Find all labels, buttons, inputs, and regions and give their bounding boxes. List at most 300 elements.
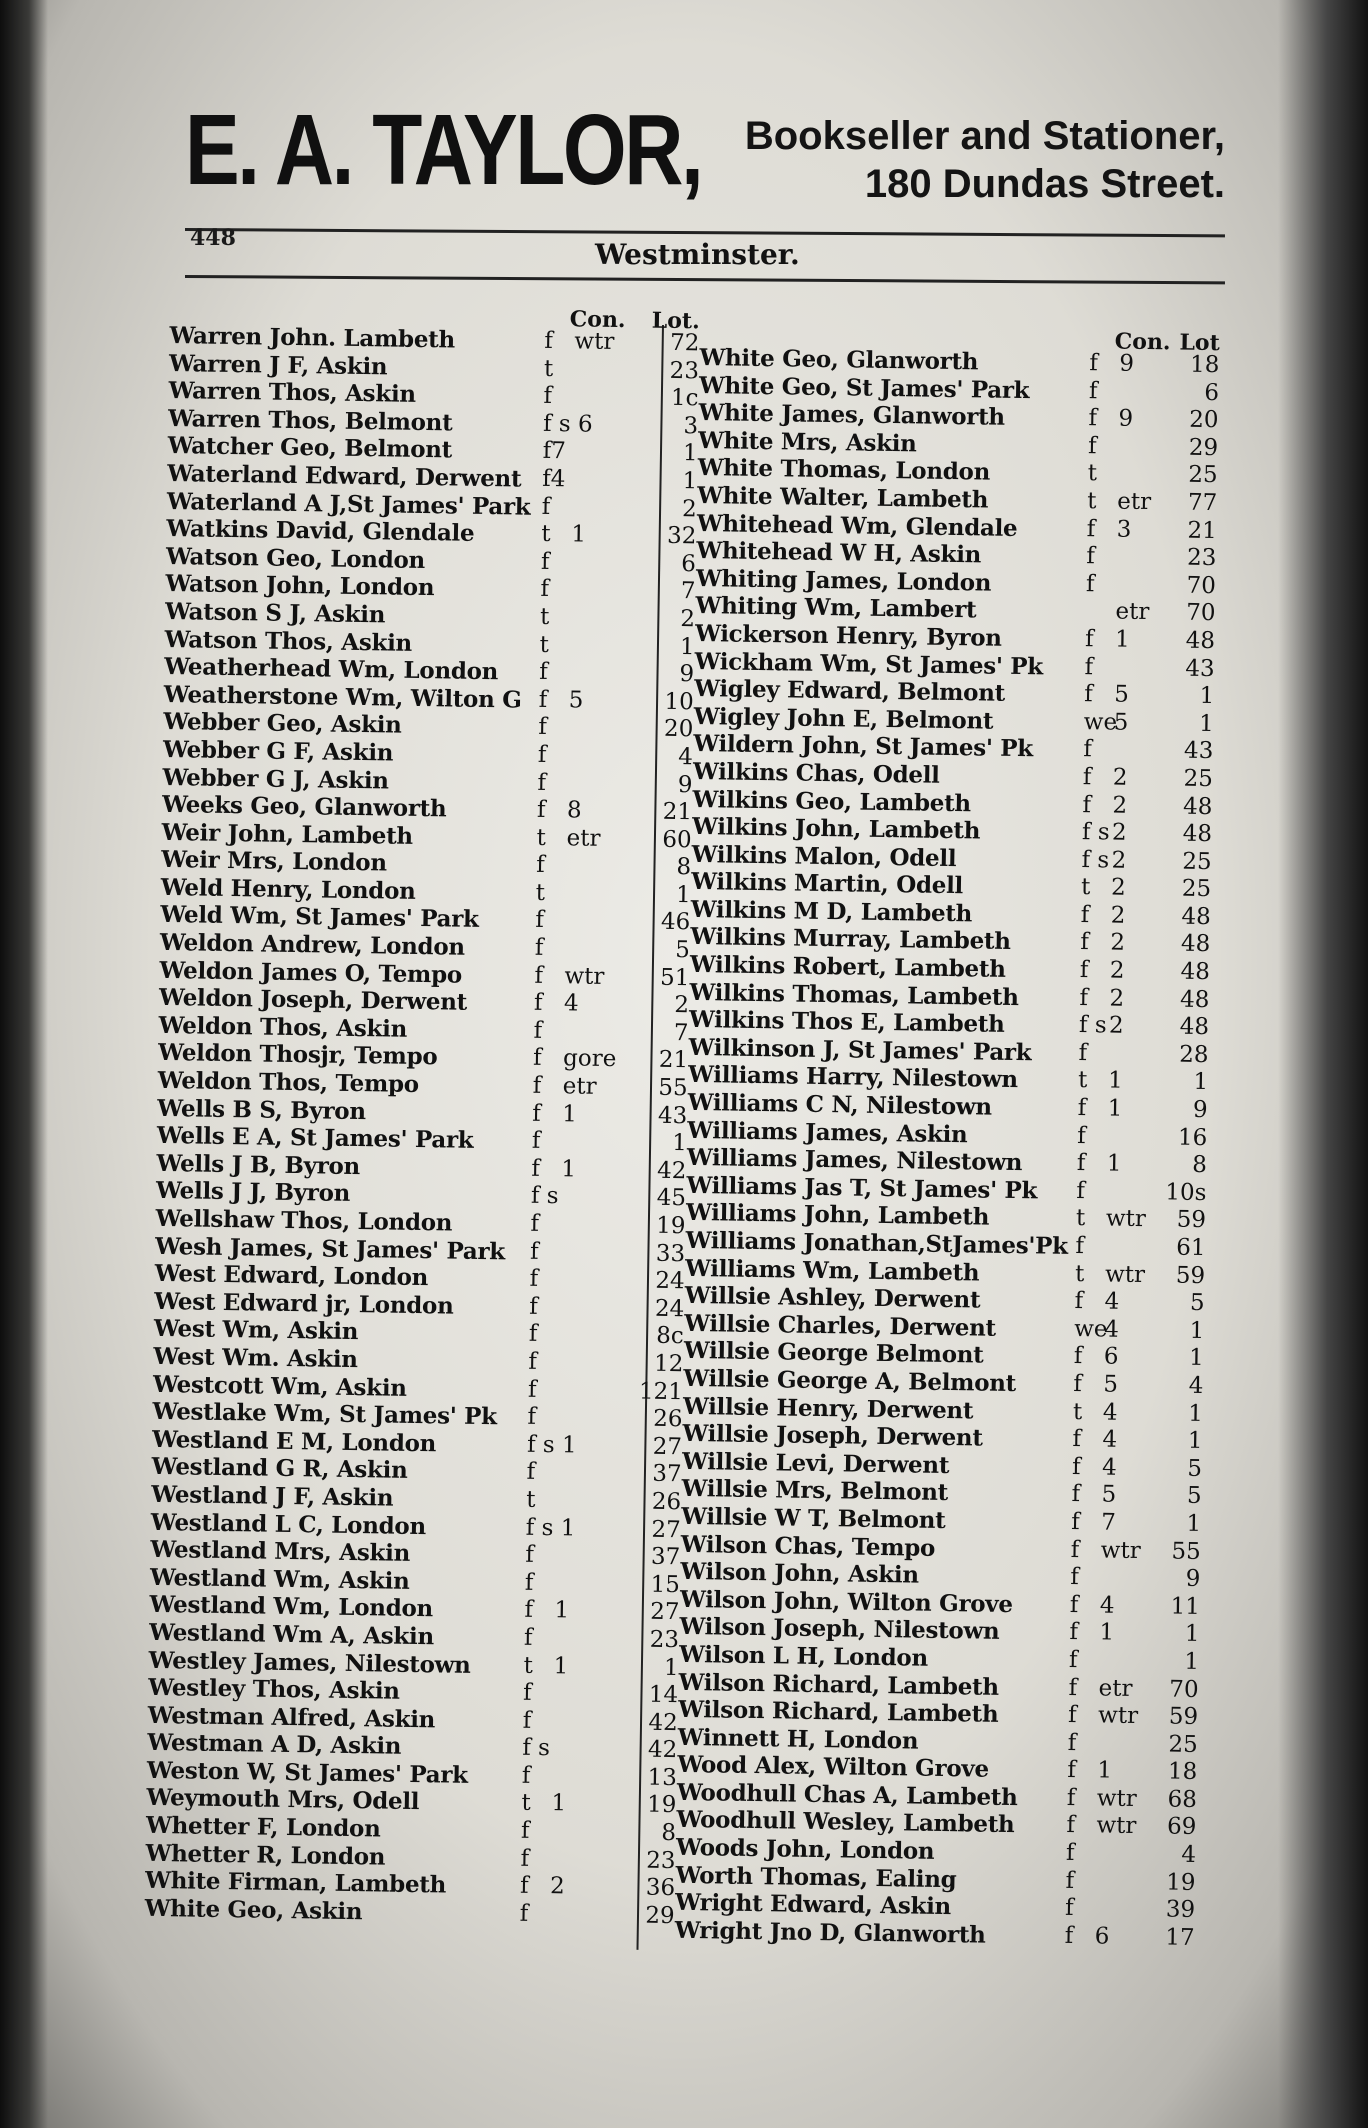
entry-name: White James, Glanworth xyxy=(698,399,1006,431)
entry-tenure: t xyxy=(1087,460,1098,487)
brand-name: E. A. TAYLOR, xyxy=(185,94,702,206)
entry-lot: 24 xyxy=(655,1267,685,1295)
entry-name: Wigley Edward, Belmont xyxy=(694,675,1006,707)
entry-lot: 1 xyxy=(675,881,691,909)
entry-tenure: t xyxy=(541,521,551,548)
entry-concession: 7 xyxy=(1100,1509,1117,1536)
entry-lot: 61 xyxy=(1176,1234,1206,1262)
entry-lot: 5 xyxy=(1189,1290,1205,1317)
entry-tenure: f xyxy=(1088,377,1098,404)
entry-lot: 13 xyxy=(647,1764,678,1792)
entry-concession: 5 xyxy=(1113,681,1130,708)
entry-concession: wtr xyxy=(1097,1702,1139,1730)
entry-name: Willsie George Belmont xyxy=(683,1337,984,1369)
entry-lot: 48 xyxy=(1185,627,1216,655)
entry-tenure: f xyxy=(1076,1177,1086,1204)
entry-tenure: f xyxy=(536,796,546,824)
entry-name: Watson S J, Askin xyxy=(164,597,386,629)
entry-lot: 7 xyxy=(680,578,696,605)
entry-lot: 4 xyxy=(1181,1841,1197,1869)
entry-name: Westland Mrs, Askin xyxy=(150,1535,411,1568)
section-title: Westminster. xyxy=(595,238,800,271)
entry-name: Weldon Joseph, Derwent xyxy=(158,984,468,1016)
entry-tenure: f xyxy=(1070,1564,1080,1591)
entry-name: Warren John. Lambeth xyxy=(169,321,456,354)
entry-name: Wilkins Martin, Odell xyxy=(690,868,964,900)
entry-lot: 1 xyxy=(663,1654,679,1681)
entry-lot: 12 xyxy=(653,1350,684,1378)
entry-lot: 42 xyxy=(656,1157,687,1185)
entry-tenure: f s xyxy=(1078,1012,1107,1039)
entry-lot: 43 xyxy=(1185,655,1215,682)
entry-tenure: f xyxy=(526,1459,536,1486)
entry-name: Wilkins Geo, Lambeth xyxy=(692,785,972,817)
entry-tenure: f xyxy=(1075,1233,1085,1260)
entry-lot: 1c xyxy=(670,385,699,412)
entry-concession: 1 xyxy=(551,1790,567,1817)
entry-name: White Mrs, Askin xyxy=(697,426,917,458)
entry-name: Williams Jas T, St James' Pk xyxy=(686,1171,1038,1205)
entry-lot: 23 xyxy=(649,1626,680,1654)
entry-name: Wilson Joseph, Nilestown xyxy=(679,1613,1000,1646)
tagline-line-1: Bookseller and Stationer, xyxy=(744,114,1225,158)
entry-tenure: f xyxy=(527,1376,537,1403)
entry-tenure: f xyxy=(524,1597,534,1624)
entry-tenure: f xyxy=(521,1762,531,1789)
entry-lot: 48 xyxy=(1179,1013,1210,1041)
entry-concession: 2 xyxy=(1110,929,1126,957)
entry-tenure: f xyxy=(535,852,545,879)
entry-name: Wright Edward, Askin xyxy=(674,1889,952,1921)
entry-lot: 33 xyxy=(655,1240,686,1267)
entry-lot: 6 xyxy=(681,550,697,578)
entry-name: Woodhull Chas A, Lambeth xyxy=(676,1778,1018,1812)
entry-concession: 2 xyxy=(549,1873,565,1900)
entry-tenure: f xyxy=(1066,1784,1076,1811)
entry-tenure: f xyxy=(531,1155,541,1182)
entry-name: Weldon Andrew, London xyxy=(159,928,465,961)
entry-tenure: f xyxy=(530,1210,540,1237)
entry-tenure: f7 xyxy=(542,438,567,465)
entry-tenure: f xyxy=(534,934,544,962)
entry-tenure: f xyxy=(1067,1729,1077,1756)
header-rule xyxy=(185,228,1225,237)
entry-tenure: f xyxy=(1088,405,1098,432)
entry-concession: 1 xyxy=(553,1652,569,1679)
entry-name: Whiting James, London xyxy=(695,564,992,597)
entry-lot: 70 xyxy=(1169,1676,1199,1703)
entry-lot: 21 xyxy=(658,1047,689,1074)
entry-lot: 26 xyxy=(652,1405,683,1433)
entry-lot: 36 xyxy=(645,1874,676,1902)
entry-tenure: f xyxy=(1084,626,1094,653)
entry-tenure: f xyxy=(533,990,543,1017)
entry-lot: 25 xyxy=(1181,875,1212,903)
entry-tenure: f xyxy=(538,714,548,741)
entry-lot: 8c xyxy=(656,1323,684,1350)
entry-tenure: f xyxy=(1070,1536,1080,1563)
entry-concession: etr xyxy=(562,1073,597,1100)
entry-lot: 9 xyxy=(1185,1565,1201,1593)
entry-name: Wright Jno D, Glanworth xyxy=(674,1916,986,1949)
entry-lot: 70 xyxy=(1186,572,1217,599)
entry-tenure: f xyxy=(1089,350,1099,377)
entry-lot: 27 xyxy=(651,1516,681,1543)
entry-lot: 8 xyxy=(661,1819,677,1847)
entry-tenure: f xyxy=(1077,1122,1086,1149)
entry-lot: 48 xyxy=(1180,958,1211,986)
entry-lot: 26 xyxy=(651,1488,682,1516)
entry-concession: etr xyxy=(1115,598,1150,626)
entry-name: Worth Thomas, Ealing xyxy=(675,1861,957,1893)
entry-name: Weldon James O, Tempo xyxy=(159,956,463,989)
entry-lot: 18 xyxy=(1167,1758,1198,1786)
entry-name: Westley James, Nilestown xyxy=(148,1646,471,1679)
entry-name: Wickham Wm, St James' Pk xyxy=(694,647,1044,680)
entry-concession: 4 xyxy=(1102,1399,1118,1426)
entry-lot: 9 xyxy=(677,771,693,798)
entry-lot: 7 xyxy=(673,1019,689,1047)
entry-tenure: f xyxy=(1084,653,1094,680)
entry-tenure: f xyxy=(1071,1481,1081,1508)
entry-name: Westman Alfred, Askin xyxy=(147,1701,436,1734)
entry-tenure: f xyxy=(528,1348,538,1375)
entry-tenure: f xyxy=(1065,1840,1075,1867)
entry-name: Wigley John E, Belmont xyxy=(693,702,994,735)
entry-lot: 2 xyxy=(681,495,697,522)
entry-tenure: f xyxy=(520,1817,530,1844)
entry-name: Warren Thos, Askin xyxy=(168,377,417,409)
entry-tenure: f xyxy=(1079,957,1089,984)
entry-tenure: t xyxy=(543,355,554,382)
entry-lot: 46 xyxy=(660,909,691,936)
entry-concession: 5 xyxy=(1113,709,1129,736)
entry-lot: 6 xyxy=(1204,379,1220,406)
entry-name: Waterland Edward, Derwent xyxy=(167,459,522,493)
entry-concession: 5 xyxy=(1103,1371,1119,1398)
page-number: 448 xyxy=(190,225,236,251)
entry-lot: 25 xyxy=(1168,1731,1198,1758)
entry-concession: 6 xyxy=(1094,1923,1110,1950)
entry-name: Waterland A J,St James' Park xyxy=(166,487,531,521)
entry-name: Weir John, Lambeth xyxy=(161,818,414,850)
scan-edge-left xyxy=(0,0,48,2128)
entry-lot: 8 xyxy=(1191,1152,1208,1179)
entry-lot: 1 xyxy=(1199,683,1215,710)
entry-name: White Thomas, London xyxy=(697,454,991,486)
entry-name: Williams Harry, Nilestown xyxy=(687,1061,1019,1094)
entry-tenure: f xyxy=(1069,1591,1079,1618)
entry-name: Wildern John, St James' Pk xyxy=(693,730,1034,763)
entry-tenure: f xyxy=(529,1265,539,1293)
entry-concession: 2 xyxy=(1110,902,1126,929)
entry-concession: 9 xyxy=(1118,405,1134,433)
entry-tenure: f xyxy=(519,1872,529,1900)
entry-tenure: f xyxy=(1073,1370,1083,1398)
entry-concession: 1 xyxy=(1107,1095,1123,1122)
entry-lot: 10s xyxy=(1165,1179,1207,1206)
entry-lot: 1 xyxy=(1184,1621,1200,1648)
entry-lot: 48 xyxy=(1180,931,1211,958)
entry-lot: 5 xyxy=(1187,1455,1203,1482)
entry-name: Woods John, London xyxy=(675,1833,935,1865)
entry-name: Wells J J, Byron xyxy=(155,1177,351,1208)
entry-name: Westland J F, Askin xyxy=(151,1480,394,1512)
entry-tenure: f xyxy=(520,1845,530,1872)
entry-tenure: f xyxy=(1065,1867,1075,1894)
entry-lot: 1 xyxy=(1198,710,1214,737)
entry-concession: 2 xyxy=(1110,874,1127,902)
entry-name: Wilson John, Wilton Grove xyxy=(679,1585,1013,1618)
entry-name: Williams Jonathan,StJames'Pk xyxy=(685,1226,1068,1260)
entry-lot: 1 xyxy=(682,440,698,467)
entry-lot: 25 xyxy=(1182,848,1212,875)
entry-concession: 4 xyxy=(563,990,579,1017)
entry-name: Willsie W T, Belmont xyxy=(681,1502,946,1534)
entry-name: Weatherhead Wm, London xyxy=(164,653,499,686)
entry-lot: 1 xyxy=(1189,1317,1205,1344)
entry-tenure: f xyxy=(541,493,551,520)
entry-lot: 11 xyxy=(1170,1593,1201,1620)
entry-tenure: t xyxy=(1074,1260,1085,1287)
entry-name: Webber G F, Askin xyxy=(162,735,394,767)
entry-name: Westland Wm, Askin xyxy=(149,1563,410,1595)
entry-tenure: t xyxy=(535,879,546,906)
entry-name: Willsie Mrs, Belmont xyxy=(681,1475,949,1507)
entry-concession: 4 xyxy=(1099,1592,1115,1619)
entry-lot: 48 xyxy=(1182,820,1213,848)
entry-tenure: f xyxy=(1085,570,1095,597)
entry-lot: 19 xyxy=(1166,1869,1196,1896)
entry-concession: 9 xyxy=(1119,350,1135,377)
entry-name: Weymouth Mrs, Odell xyxy=(146,1784,420,1816)
entry-concession: wtr xyxy=(1104,1261,1146,1288)
entry-lot: 1 xyxy=(682,468,698,495)
entry-concession: 1 xyxy=(562,1100,578,1128)
entry-tenure: t xyxy=(523,1652,534,1679)
entry-lot: 23 xyxy=(1186,544,1217,572)
entry-concession: wtr xyxy=(1105,1205,1147,1233)
entry-name: Whiting Wm, Lambert xyxy=(695,592,977,624)
entry-lot: 59 xyxy=(1175,1262,1206,1289)
right-lot-heading: Lot xyxy=(1179,329,1220,357)
entry-tenure: f xyxy=(1066,1812,1076,1839)
entry-lot: 3 xyxy=(683,412,699,440)
entry-name: Westland L C, London xyxy=(150,1508,427,1540)
entry-name: Westland G R, Askin xyxy=(151,1453,408,1485)
entry-lot: 59 xyxy=(1168,1703,1199,1731)
entry-tenure: f xyxy=(529,1238,539,1265)
entry-lot: 69 xyxy=(1166,1813,1197,1841)
entry-tenure: f xyxy=(1076,1150,1086,1177)
entry-tenure: f xyxy=(1083,736,1093,763)
entry-tenure: f xyxy=(1068,1646,1078,1673)
entry-name: Westman A D, Askin xyxy=(147,1729,402,1761)
entry-tenure: f s xyxy=(1081,819,1110,846)
entry-lot: 25 xyxy=(1188,462,1218,489)
entry-name: Wells J B, Byron xyxy=(156,1149,361,1180)
entry-concession: 2 xyxy=(1112,764,1128,791)
entry-lot: 1 xyxy=(679,633,695,660)
right-con-heading: Con. xyxy=(1114,328,1171,356)
entry-concession: 4 xyxy=(1102,1426,1118,1453)
entry-lot: 48 xyxy=(1181,903,1211,930)
entry-tenure: f xyxy=(523,1624,533,1651)
entry-lot: 5 xyxy=(675,937,691,964)
right-entries xyxy=(675,344,1220,1952)
entry-lot: 32 xyxy=(666,522,697,550)
entry-lot: 23 xyxy=(669,357,700,384)
entry-lot: 121 xyxy=(638,1378,684,1405)
entry-lot: 43 xyxy=(1183,737,1214,765)
entry-name: Wilkins Robert, Lambeth xyxy=(689,950,1006,983)
entry-name: Williams James, Nilestown xyxy=(686,1144,1023,1177)
entry-tenure: f xyxy=(527,1403,537,1431)
entry-name: Williams James, Askin xyxy=(687,1116,968,1148)
entry-tenure: f xyxy=(544,327,554,355)
entry-lot: 15 xyxy=(650,1571,681,1598)
entry-tenure: f xyxy=(1080,901,1090,929)
entry-lot: 18 xyxy=(1189,351,1220,379)
entry-lot: 1 xyxy=(1187,1427,1203,1455)
entry-tenure: f xyxy=(525,1541,535,1568)
entry-lot: 48 xyxy=(1182,793,1213,820)
entry-name: Wellshaw Thos, London xyxy=(155,1204,453,1237)
entry-tenure: t xyxy=(521,1790,531,1817)
entry-tenure: f s xyxy=(530,1183,559,1210)
entry-tenure: f s xyxy=(522,1734,551,1762)
entry-lot: 2 xyxy=(680,605,696,633)
entry-concession: 5 xyxy=(568,687,584,714)
entry-tenure: f xyxy=(1082,763,1092,791)
entry-name: Warren Thos, Belmont xyxy=(167,404,453,437)
entry-name: West Wm. Askin xyxy=(153,1342,358,1374)
entry-concession: 1 xyxy=(1114,626,1130,653)
entry-tenure: f xyxy=(540,576,550,603)
entry-tenure: t xyxy=(1077,1067,1088,1094)
entry-tenure: f xyxy=(1069,1619,1079,1646)
entry-name: Weldon Thos, Askin xyxy=(158,1011,408,1043)
entry-lot: 60 xyxy=(662,826,692,853)
entry-lot: 9 xyxy=(679,661,695,688)
entry-lot: 59 xyxy=(1176,1207,1207,1234)
entry-lot: 16 xyxy=(1177,1124,1208,1151)
entry-name: Willsie Ashley, Derwent xyxy=(684,1282,981,1314)
entry-lot: 28 xyxy=(1179,1041,1209,1068)
entry-lot: 1 xyxy=(1186,1510,1202,1537)
entry-tenure: f xyxy=(1072,1426,1082,1453)
entry-concession: gore xyxy=(562,1045,617,1073)
entry-concession: 4 xyxy=(1104,1316,1120,1343)
entry-lot: 24 xyxy=(654,1295,685,1322)
entry-lot: 48 xyxy=(1179,986,1210,1013)
entry-tenure: f xyxy=(1086,543,1096,570)
entry-name: Weld Henry, London xyxy=(160,873,416,905)
tagline-line-2: 180 Dundas Street. xyxy=(864,162,1225,206)
entry-lot: 43 xyxy=(657,1102,688,1129)
entry-lot: 21 xyxy=(662,798,693,826)
entry-name: Watcher Geo, Belmont xyxy=(167,432,453,464)
entry-lot: 1 xyxy=(1188,1345,1204,1372)
entry-lot: 4 xyxy=(1188,1372,1204,1400)
entry-tenure: f xyxy=(524,1569,534,1596)
entry-tenure: t xyxy=(1072,1398,1083,1425)
entry-name: Webber G J, Askin xyxy=(162,763,389,794)
entry-tenure: we xyxy=(1083,708,1118,736)
entry-lot: 5 xyxy=(1186,1483,1202,1510)
right-column xyxy=(675,322,1220,1952)
entry-tenure: f4 xyxy=(542,465,566,493)
entry-name: Wilkins John, Lambeth xyxy=(691,813,981,845)
entry-tenure: f xyxy=(535,907,545,934)
entry-tenure: f s 6 xyxy=(542,410,593,438)
entry-tenure: f xyxy=(1067,1702,1077,1729)
entry-tenure: f xyxy=(519,1900,529,1927)
advertisement-header xyxy=(185,94,1245,220)
entry-lot: 39 xyxy=(1165,1896,1196,1924)
entry-name: Willsie Charles, Derwent xyxy=(684,1309,997,1342)
entry-tenure: f s xyxy=(1081,846,1110,874)
entry-name: White Firman, Lambeth xyxy=(144,1867,447,1899)
entry-lot: 17 xyxy=(1165,1924,1195,1951)
entry-concession: 1 xyxy=(561,1156,577,1183)
entry-name: Willsie Joseph, Derwent xyxy=(682,1420,983,1452)
entry-tenure: f xyxy=(1073,1343,1083,1370)
entry-lot: 14 xyxy=(648,1681,679,1709)
entry-tenure: t xyxy=(1080,874,1091,901)
entry-tenure: f s 1 xyxy=(526,1431,577,1459)
entry-concession: wtr xyxy=(1096,1785,1137,1812)
entry-name: Westlake Wm, St James' Pk xyxy=(152,1398,498,1431)
entry-concession: 4 xyxy=(1104,1288,1120,1315)
entry-concession: 1 xyxy=(1106,1150,1122,1177)
entry-name: Weeks Geo, Glanworth xyxy=(161,791,447,823)
entry-tenure: f xyxy=(1087,432,1097,460)
entry-lot: 21 xyxy=(1187,517,1217,544)
entry-tenure: f xyxy=(543,383,553,410)
entry-concession: wtr xyxy=(564,962,605,990)
entry-concession: 2 xyxy=(1111,819,1127,846)
entry-tenure: t xyxy=(539,631,550,658)
entry-tenure: f xyxy=(533,1017,543,1044)
entry-lot: 45 xyxy=(656,1185,687,1212)
entry-name: Weston W, St James' Park xyxy=(146,1756,468,1789)
entry-name: Wilkinson J, St James' Park xyxy=(688,1033,1032,1067)
entry-concession: 2 xyxy=(1111,847,1127,874)
entry-lot: 72 xyxy=(669,329,700,357)
entry-tenure: f xyxy=(538,686,548,713)
entry-name: Whetter R, London xyxy=(145,1839,386,1871)
entry-name: Wilson Richard, Lambeth xyxy=(677,1695,999,1728)
entry-tenure: f xyxy=(1079,984,1089,1011)
entry-tenure: f xyxy=(1077,1095,1087,1122)
entry-tenure: f xyxy=(522,1707,532,1734)
entry-name: Weld Wm, St James' Park xyxy=(160,901,479,934)
entry-tenure: f xyxy=(540,548,550,575)
entry-concession: 6 xyxy=(1103,1343,1119,1371)
entry-tenure: f xyxy=(1071,1453,1081,1480)
entry-lot: 20 xyxy=(663,716,694,743)
entry-concession: 2 xyxy=(1109,985,1125,1012)
entry-name: Whitehead W H, Askin xyxy=(696,537,982,569)
entry-tenure: f xyxy=(1064,1895,1074,1922)
entry-tenure: f xyxy=(532,1100,541,1127)
entry-lot: 20 xyxy=(1189,406,1219,434)
entry-lot: 77 xyxy=(1187,489,1218,517)
entry-tenure: t xyxy=(525,1486,536,1513)
brand-tagline xyxy=(745,112,1225,208)
entry-tenure: t xyxy=(539,603,550,630)
